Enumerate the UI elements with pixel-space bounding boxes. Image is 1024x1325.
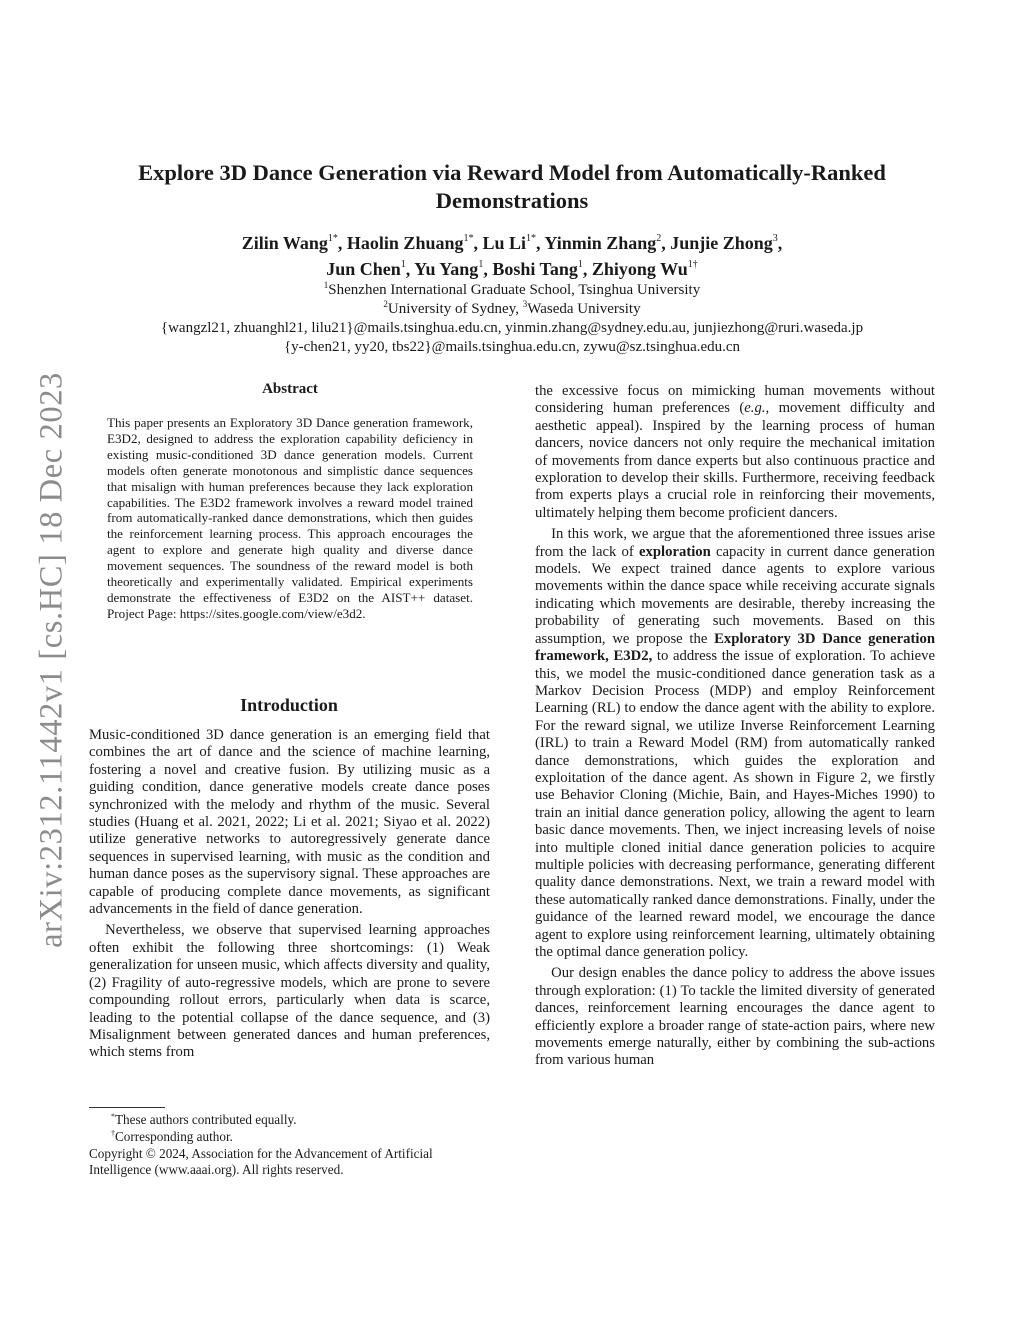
author-mark: 1 [400,259,406,270]
paper-title: Explore 3D Dance Generation via Reward Model from Automatically-Ranked Demonstrations [138,160,886,213]
footnote [89,1112,490,1129]
author: Yinmin Zhang [544,233,657,253]
author: Junjie Zhong [670,233,773,253]
footnote [89,1129,490,1146]
affiliation-text: Waseda University [527,301,641,317]
footnote-text: These authors contributed equally. [115,1112,297,1127]
arxiv-identifier: arXiv:2312.11442v1 [cs.HC] 18 Dec 2023 [33,372,70,948]
affiliation-text: University of Sydney, [387,301,523,317]
footnotes [89,1112,490,1179]
affiliation-text: Shenzhen International Graduate School, Tsinghua University [328,282,701,298]
author-mark: 1* [526,233,537,244]
author-mark: 1† [687,259,698,270]
affiliations [60,281,964,357]
text-run: to address the issue of exploration. To achieve this, we model the music-conditioned dance generation task as a Markov Decision Process (MDP) and employ Reinforcement Learning (RL) to endow the dance agent with the ability to explore. For the reward signal, we utilize Inverse Reinforcement Learning (IRL) to train a Reward Model (RM) from automatically ranked dance demonstrations, which guides the exploration and exploitation of the dance agent. As shown in Figure 2, we firstly use Behavior Cloning (Michie, Bain, and Hayes-Miches 1990) to train an initial dance generation policy, allowing the agent to learn basic dance movements. Then, we inject increasing levels of noise into multiple cloned initial dance generation policies to acquire multiple policies with decreasing performance, generating different quality dance demonstrations. Next, we train a reward model with these automatically ranked dance demonstrations. Finally, under the guidance of the learned reward model, we encourage the dance agent to explore using reinforcement learning, ultimately obtaining the optimal dance generation policy. [535,648,935,960]
author: Yu Yang [414,259,479,279]
paragraph: Nevertheless, we observe that supervised learning approaches often exhibit the following three shortcomings: (1) Weak generalization for unseen music, which affects diversity and quality, (2) Fragility of auto-regressive models, which are prone to severe compounding rollout errors, particularly when data is scarce, leading to the potential collapse of the dance sequence, and (3) Misalignment between generated dances and human preferences, which stems from [89,922,490,1061]
footnote-text: Corresponding author. [115,1128,233,1144]
author: Zhiyong Wu [591,259,688,279]
bold-run: exploration [639,543,711,560]
paragraph [535,383,935,522]
affiliation-line [60,300,964,319]
abstract-heading: Abstract [262,381,318,397]
text-run: the excessive focus on mimicking human movements without considering human preferences ( [535,383,935,417]
author-mark: 1* [463,233,474,244]
affiliation-mark: 1 [323,280,329,290]
author: Zilin Wang [241,233,328,253]
email-line: {wangzl21, zhuanghl21, lilu21}@mails.tsinghua.edu.cn, yinmin.zhang@sydney.edu.au, junjiezhong@ruri.waseda.jp [160,320,864,336]
paragraph [535,526,935,961]
right-column-body [535,383,935,1070]
text-run: capacity in current dance generation models. We expect trained dance agents to explore various movements within the dance space while receiving accurate signals indicating which movements are desirable, thereby increasing the probability of generating such movements. Based on this assumption, we propose the [535,543,935,647]
paragraph: Our design enables the dance policy to address the above issues through exploration: (1) To tackle the limited diversity of generated dances, reinforcement learning encourages the dance agent to efficiently explore a broader range of state-action pairs, where new movements emerge naturally, either by combining the sub-actions from various human [535,965,935,1069]
text-run: , movement difficulty and aesthetic appeal). Inspired by the learning process of human dancers, novice dancers not only require the mechanical imitation of movements from dance experts but also continuous practice and exploration to develop their skills. Furthermore, receiving feedback from experts plays a crucial role in reinforcing their movements, ultimately helping them become proficient dancers. [535,400,935,521]
text-run: In this work, we argue that the aforementioned three issues arise from the lack of [535,526,935,560]
footnote-rule [89,1107,165,1108]
author: Haolin Zhuang [346,233,464,253]
paragraph: Music-conditioned 3D dance generation is an emerging field that combines the art of dance and the science of machine learning, fostering a novel and creative fusion. By utilizing music as a guiding condition, dance generative models create dance poses synchronized with the melody and rhythm of the music. Several studies (Huang et al. 2021, 2022; Li et al. 2021; Siyao et al. 2022) utilize generative networks to autoregressively generate dance sequences in supervised learning, with music as the condition and human dance poses as the supervisory signal. These approaches are capable of producing complete dance movements, as significant advancements in the field of dance generation. [89,727,490,918]
affiliation-line [60,281,964,300]
footnote-mark: * [111,1112,115,1121]
author: Jun Chen [326,259,401,279]
author-mark: 2 [656,233,662,244]
author-mark: 3 [772,233,778,244]
abstract-text: This paper presents an Exploratory 3D Dance generation framework, E3D2, designed to address the exploration capability deficiency in existing music-conditioned 3D dance generation models. Current models often generate monotonous and simplistic dance sequences that misalign with human preferences because they lack exploration capabilities. The E3D2 framework involves a reward model trained from automatically-ranked dance demonstrations, which then guides the reinforcement learning process. This approach encourages the agent to explore and generate high quality and diverse dance movement sequences. The soundness of the reward model is both theoretically and experimentally validated. Empirical experiments demonstrate the effectiveness of E3D2 on the AIST++ dataset. Project Page: https://sites.google.com/view/e3d2. [107,415,473,621]
email-line: {y-chen21, yy20, tbs22}@mails.tsinghua.edu.cn, zywu@sz.tsinghua.edu.cn [283,339,741,355]
author-mark: 1* [327,233,338,244]
copyright-notice: Copyright © 2024, Association for the Advancement of Artificial Intelligence (www.aaai.org). All rights reserved. [89,1145,433,1178]
left-column-body [89,727,490,1062]
affiliation-mark: 3 [522,299,528,309]
author-mark: 1 [577,259,583,270]
author-mark: 1 [478,259,484,270]
italic-run: e.g. [744,400,766,417]
footnote-mark: † [111,1128,115,1138]
author: Boshi Tang [492,259,578,279]
affiliation-mark: 2 [383,299,388,309]
author: Lu Li [482,233,527,253]
author-list: Zilin Wang$^{1*}$, Haolin Zhuang$^{1*}$, Lu $Li^{1*}$, Yinmin Zhang$^2$, Junjie Zhong$^3$, Jun Chen$^1$, Yu Yang$^1$, Boshi Tang$^1$, Zhiyong $Wu^{1\dagger}$ [241,233,783,279]
bold-run: Exploratory 3D Dance generation framework, E3D2, [535,630,935,665]
introduction-heading: Introduction [240,695,338,715]
